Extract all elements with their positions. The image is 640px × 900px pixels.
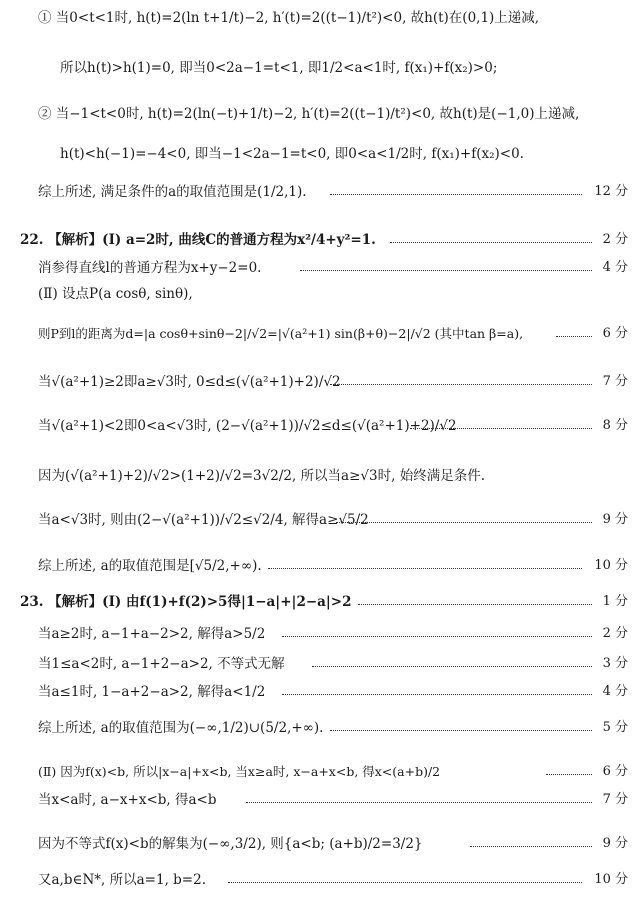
dot-leader	[470, 846, 592, 847]
line-text: 当a<√3时, 则由(2−√(a²+1))/√2≤√2/4, 解得a≥√5/2	[38, 512, 369, 528]
line-text: 综上所述, 满足条件的a的取值范围是(1/2,1).	[38, 184, 307, 200]
dot-leader	[556, 336, 592, 337]
dot-leader	[246, 802, 592, 803]
dot-leader	[282, 694, 592, 695]
score-mark: 10 分	[594, 558, 628, 573]
score-mark: 2 分	[602, 232, 628, 247]
score-mark: 9 分	[602, 512, 628, 527]
line-text: h(t)<h(−1)=−4<0, 即当−1<2a−1=t<0, 即0<a<1/2时, f(x₁)+f(x₂)<0.	[60, 146, 524, 162]
line-text: 当x<a时, a−x+x<b, 得a<b	[38, 792, 217, 808]
score-mark: 12 分	[594, 184, 628, 199]
line-text: 消参得直线l的普通方程为x+y−2=0.	[38, 260, 262, 276]
score-mark: 10 分	[594, 872, 628, 887]
line-text: (Ⅱ) 设点P(a cosθ, sinθ),	[38, 286, 193, 302]
score-mark: 7 分	[602, 374, 628, 389]
score-mark: 4 分	[602, 684, 628, 699]
line-text: 22. 【解析】(Ⅰ) a=2时, 曲线C的普通方程为x²/4+y²=1.	[20, 232, 376, 248]
score-mark: 3 分	[602, 656, 628, 671]
line-text: 因为不等式f(x)<b的解集为(−∞,3/2), 则{a<b; (a+b)/2=3/2}	[38, 836, 423, 852]
line-text: ② 当−1<t<0时, h(t)=2(ln(−t)+1/t)−2, h′(t)=2((t−1)/t²)<0, 故h(t)是(−1,0)上递减,	[38, 106, 580, 122]
dot-leader	[330, 384, 592, 385]
score-mark: 6 分	[602, 326, 628, 341]
line-text: 当1≤a<2时, a−1+2−a>2, 不等式无解	[38, 656, 285, 672]
dot-leader	[268, 568, 582, 569]
dot-leader	[358, 604, 592, 605]
dot-leader	[330, 730, 592, 731]
dot-leader	[546, 774, 592, 775]
line-text: 又a,b∈N*, 所以a=1, b=2.	[38, 872, 206, 888]
score-mark: 6 分	[602, 764, 628, 779]
dot-leader	[390, 242, 592, 243]
dot-leader	[312, 666, 592, 667]
dot-leader	[300, 270, 592, 271]
dot-leader	[330, 194, 582, 195]
line-text: 当√(a²+1)<2即0<a<√3时, (2−√(a²+1))/√2≤d≤(√(a²+1)+2)/√2	[38, 418, 457, 434]
score-mark: 2 分	[602, 626, 628, 641]
line-text: 所以h(t)>h(1)=0, 即当0<2a−1=t<1, 即1/2<a<1时, f(x₁)+f(x₂)>0;	[60, 60, 498, 76]
dot-leader	[336, 522, 592, 523]
line-text: 当a≤1时, 1−a+2−a>2, 解得a<1/2	[38, 684, 266, 700]
score-mark: 4 分	[602, 260, 628, 275]
line-text: 23. 【解析】(Ⅰ) 由f(1)+f(2)>5得|1−a|+|2−a|>2	[20, 594, 352, 610]
score-mark: 9 分	[602, 836, 628, 851]
score-mark: 7 分	[602, 792, 628, 807]
line-text: 当a≥2时, a−1+a−2>2, 解得a>5/2	[38, 626, 266, 642]
score-mark: 5 分	[602, 720, 628, 735]
dot-leader	[410, 428, 592, 429]
score-mark: 1 分	[602, 594, 628, 609]
dot-leader	[228, 882, 582, 883]
dot-leader	[282, 636, 592, 637]
line-text: ① 当0<t<1时, h(t)=2(ln t+1/t)−2, h′(t)=2((t−1)/t²)<0, 故h(t)在(0,1)上递减,	[38, 10, 540, 26]
line-text: 因为(√(a²+1)+2)/√2>(1+2)/√2=3√2/2, 所以当a≥√3时, 始终满足条件.	[38, 468, 485, 484]
line-text: (Ⅱ) 因为f(x)<b, 所以|x−a|+x<b, 当x≥a时, x−a+x<b, 得x<(a+b)/2	[38, 764, 441, 779]
line-text: 当√(a²+1)≥2即a≥√3时, 0≤d≤(√(a²+1)+2)/√2	[38, 374, 341, 390]
line-text: 综上所述, a的取值范围是[√5/2,+∞).	[38, 558, 262, 574]
line-text: 则P到l的距离为d=|a cosθ+sinθ−2|/√2=|√(a²+1) sin(β+θ)−2|/√2 (其中tan β=a),	[38, 326, 524, 341]
score-mark: 8 分	[602, 418, 628, 433]
line-text: 综上所述, a的取值范围为(−∞,1/2)∪(5/2,+∞).	[38, 720, 324, 736]
